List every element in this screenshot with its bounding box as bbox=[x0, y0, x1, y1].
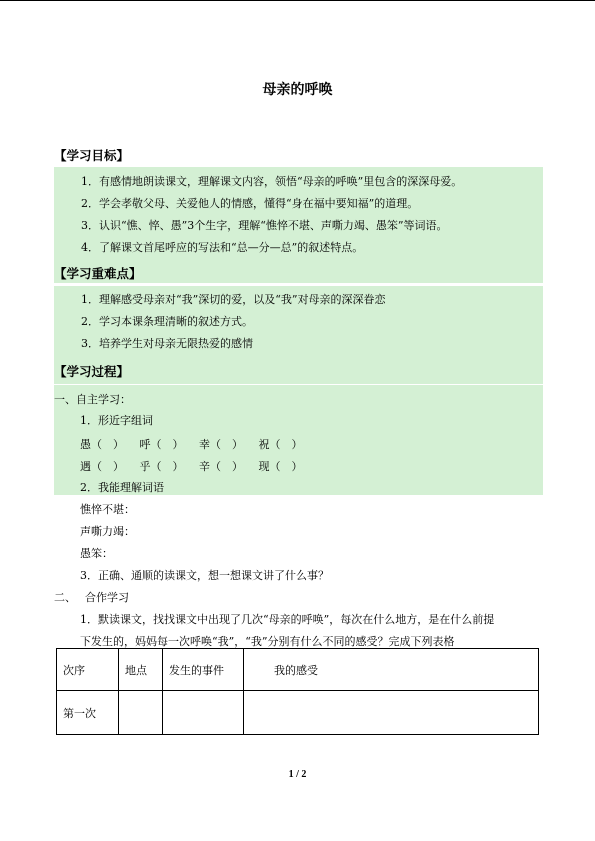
char-row-1 bbox=[80, 436, 315, 452]
keypoint-item-2: 2．学习本课条理清晰的叙述方式。 bbox=[81, 315, 253, 328]
table-header: 地点 bbox=[119, 649, 163, 691]
char-cell: 现（ ） bbox=[258, 460, 303, 473]
char-cell: 遇（ ） bbox=[80, 460, 124, 473]
page-number: 1 / 2 bbox=[288, 769, 307, 780]
process-heading: 【学习过程】 bbox=[54, 364, 130, 379]
table-header: 我的感受 bbox=[244, 649, 539, 691]
table-cell[interactable] bbox=[163, 691, 244, 735]
table-cell: 第一次 bbox=[57, 691, 119, 735]
goals-heading: 【学习目标】 bbox=[54, 148, 130, 163]
table-row bbox=[57, 691, 539, 735]
char-cell: 愚（ ） bbox=[80, 438, 124, 451]
mother-call-table bbox=[56, 648, 539, 735]
table-header: 发生的事件 bbox=[163, 649, 244, 691]
table-header-row bbox=[57, 649, 539, 691]
coop-task-line-1: 1．默读课文，找找课文中出现了几次“母亲的呼唤”，每次在什么地方，是在什么前提 bbox=[80, 613, 495, 626]
char-cell: 辛（ ） bbox=[199, 460, 243, 473]
top-rule bbox=[0, 0, 595, 1]
keypoints-box bbox=[54, 286, 543, 356]
char-row-2 bbox=[80, 458, 315, 474]
table-cell[interactable] bbox=[244, 691, 539, 735]
char-cell: 乎（ ） bbox=[139, 460, 184, 473]
goal-item-1: 1．有感情地朗读课文，理解课文内容，领悟“母亲的呼唤”里包含的深深母爱。 bbox=[81, 175, 463, 188]
char-cell: 祝（ ） bbox=[258, 438, 303, 451]
coop-study-title: 二、 合作学习 bbox=[54, 591, 129, 604]
term-1: 憔悴不堪： bbox=[80, 503, 135, 516]
char-cell: 幸（ ） bbox=[199, 438, 243, 451]
goals-box bbox=[54, 167, 543, 259]
table-cell[interactable] bbox=[119, 691, 163, 735]
table-header: 次序 bbox=[57, 649, 119, 691]
goal-item-4: 4．了解课文首尾呼应的写法和“总—分—总”的叙述特点。 bbox=[81, 241, 364, 254]
coop-task-line-2: 下发生的，妈妈每一次呼唤“我”，“我”分别有什么不同的感受？完成下列表格 bbox=[80, 635, 455, 648]
keypoint-item-3: 3．培养学生对母亲无限热爱的感情 bbox=[81, 337, 253, 350]
self-study-title: 一、自主学习： bbox=[54, 393, 131, 406]
goal-item-2: 2．学会孝敬父母、关爱他人的情感，懂得“身在福中要知福”的道理。 bbox=[81, 197, 419, 210]
term-2: 声嘶力竭： bbox=[80, 525, 135, 538]
keypoints-heading: 【学习重难点】 bbox=[54, 266, 142, 281]
page-title: 母亲的呼唤 bbox=[262, 82, 333, 98]
read-task: 3．正确、通顺的读课文，想一想课文讲了什么事？ bbox=[80, 569, 329, 582]
term-3: 愚笨： bbox=[80, 547, 113, 560]
goal-item-3: 3．认识“憔、悴、愚”3个生字，理解“憔悴不堪、声嘶力竭、愚笨”等词语。 bbox=[81, 219, 448, 232]
char-cell: 呼（ ） bbox=[139, 438, 184, 451]
similar-chars-title: 1．形近字组词 bbox=[80, 414, 153, 427]
terms-title: 2．我能理解词语 bbox=[80, 481, 164, 494]
keypoint-item-1: 1．理解感受母亲对“我”深切的爱，以及“我”对母亲的深深眷恋 bbox=[81, 293, 386, 306]
